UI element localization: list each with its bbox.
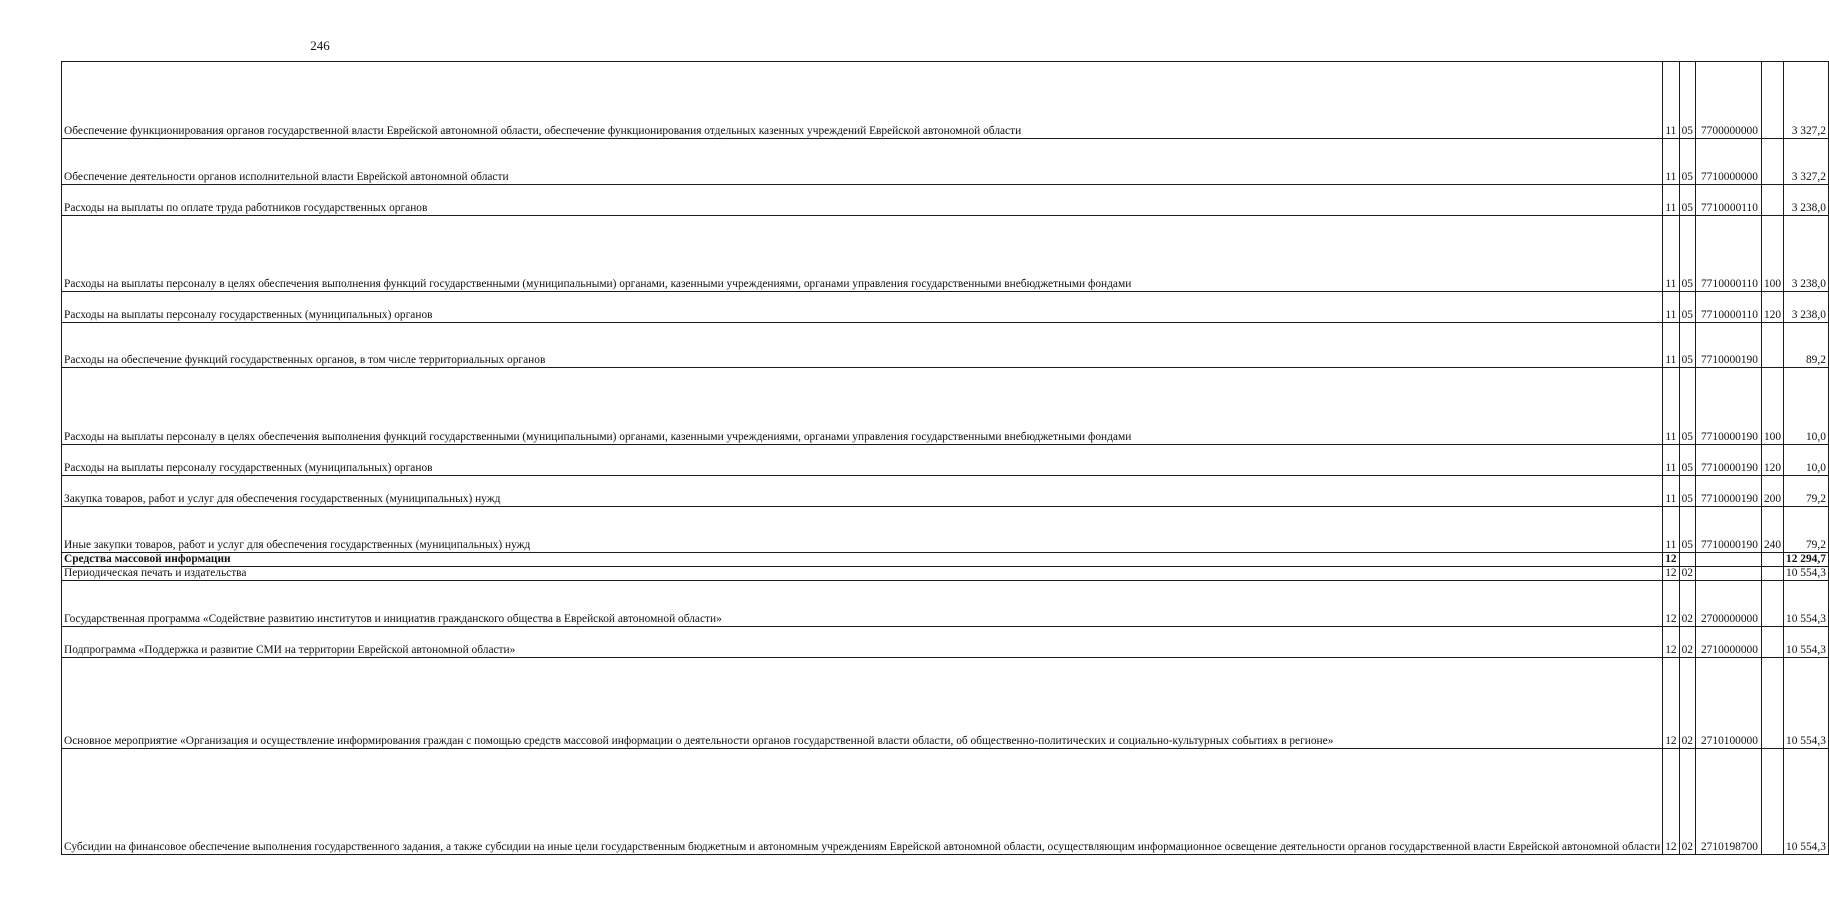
row-expense-type-code: [1761, 323, 1783, 368]
row-expense-type-code: 240: [1761, 507, 1783, 553]
row-section-code: 11: [1663, 292, 1679, 323]
target-article-part: 00190: [1729, 493, 1758, 506]
row-section-code: 11: [1663, 216, 1679, 292]
target-article-parts: [1698, 202, 1759, 215]
target-article-part: 27: [1700, 613, 1713, 626]
row-name-cell: Расходы на выплаты персоналу государственных (муниципальных) органов: [62, 445, 1663, 476]
budget-table-body: [62, 62, 1829, 855]
row-target-article-code: [1695, 567, 1761, 581]
target-article-part: 00: [1718, 354, 1730, 367]
target-article-part: 77: [1700, 171, 1713, 184]
target-article-part: 00000: [1729, 735, 1758, 748]
target-article-part: 00190: [1729, 462, 1758, 475]
target-article-part: 1: [1712, 841, 1719, 854]
target-article-part: 0: [1712, 125, 1719, 138]
row-amount: 10 554,3: [1784, 567, 1829, 581]
target-article-parts: [1698, 493, 1759, 506]
target-article-part: 00000: [1729, 613, 1758, 626]
target-article-parts: [1698, 539, 1759, 552]
row-subsection-code: 05: [1679, 507, 1695, 553]
table-row: [62, 627, 1829, 658]
row-target-article-code: [1695, 185, 1761, 216]
row-name-cell: Обеспечение деятельности органов исполнительной власти Еврейской автономной области: [62, 139, 1663, 185]
row-expense-type-code: [1761, 749, 1783, 855]
target-article-parts: [1698, 613, 1759, 626]
target-article-part: 00190: [1729, 431, 1758, 444]
row-name-cell: Подпрограмма «Поддержка и развитие СМИ на территории Еврейской автономной области»: [62, 627, 1663, 658]
row-section-code: 12: [1663, 567, 1679, 581]
row-amount: 3 327,2: [1784, 139, 1829, 185]
row-expense-type-code: [1761, 581, 1783, 627]
row-section-code: 12: [1663, 581, 1679, 627]
row-subsection-code: 05: [1679, 216, 1695, 292]
target-article-parts: [1698, 125, 1759, 138]
row-subsection-code: 02: [1679, 749, 1695, 855]
target-article-part: 77: [1700, 539, 1713, 552]
row-subsection-code: [1679, 553, 1695, 567]
row-amount: 10 554,3: [1784, 581, 1829, 627]
target-article-part: 77: [1700, 462, 1713, 475]
row-amount: 3 327,2: [1784, 62, 1829, 139]
row-section-code: 11: [1663, 185, 1679, 216]
table-row: [62, 139, 1829, 185]
row-section-code: 12: [1663, 749, 1679, 855]
target-article-part: 1: [1712, 539, 1719, 552]
target-article-part: 00: [1718, 462, 1730, 475]
row-target-article-code: [1695, 292, 1761, 323]
row-amount: 12 294,7: [1784, 553, 1829, 567]
row-expense-type-code: 120: [1761, 445, 1783, 476]
row-expense-type-code: 100: [1761, 368, 1783, 445]
row-subsection-code: 05: [1679, 476, 1695, 507]
table-row: [62, 476, 1829, 507]
target-article-part: 1: [1712, 171, 1719, 184]
target-article-part: 77: [1700, 354, 1713, 367]
row-amount: 10 554,3: [1784, 658, 1829, 749]
table-row: [62, 185, 1829, 216]
target-article-part: 00000: [1729, 171, 1758, 184]
target-article-parts: [1698, 171, 1759, 184]
table-row: [62, 445, 1829, 476]
target-article-part: 77: [1700, 202, 1713, 215]
row-section-code: 12: [1663, 553, 1679, 567]
table-row: [62, 507, 1829, 553]
target-article-part: 77: [1700, 278, 1713, 291]
budget-table: [61, 61, 1829, 855]
target-article-part: 77: [1700, 431, 1713, 444]
row-expense-type-code: [1761, 139, 1783, 185]
row-target-article-code: [1695, 627, 1761, 658]
row-name-cell: Основное мероприятие «Организация и осуществление информирования граждан с помощью средств массовой информации о деятельности органов государственной власти области, об общественно-политических и социально-культурных событиях в регионе»: [62, 658, 1663, 749]
row-expense-type-code: [1761, 62, 1783, 139]
target-article-part: 77: [1700, 309, 1713, 322]
row-target-article-code: [1695, 581, 1761, 627]
row-name-cell: Расходы на выплаты персоналу в целях обеспечения выполнения функций государственными (муниципальными) органами, казенными учреждениями, органами управления государственными внебюджетными фондами: [62, 368, 1663, 445]
row-target-article-code: [1695, 658, 1761, 749]
row-subsection-code: 05: [1679, 185, 1695, 216]
table-row: [62, 581, 1829, 627]
table-row: [62, 292, 1829, 323]
target-article-part: 00190: [1729, 539, 1758, 552]
row-section-code: 11: [1663, 476, 1679, 507]
target-article-parts: [1698, 735, 1759, 748]
row-expense-type-code: 100: [1761, 216, 1783, 292]
row-expense-type-code: [1761, 567, 1783, 581]
target-article-part: 1: [1712, 354, 1719, 367]
target-article-parts: [1698, 309, 1759, 322]
row-name-cell: Обеспечение функционирования органов государственной власти Еврейской автономной области, обеспечение функционирования отдельных казенных учреждений Еврейской автономной области: [62, 62, 1663, 139]
target-article-part: 00190: [1729, 354, 1758, 367]
target-article-part: 98700: [1729, 841, 1758, 854]
target-article-part: 00: [1718, 431, 1730, 444]
row-section-code: 11: [1663, 62, 1679, 139]
row-name-cell: Периодическая печать и издательства: [62, 567, 1663, 581]
row-amount: 10,0: [1784, 445, 1829, 476]
row-amount: 79,2: [1784, 476, 1829, 507]
table-row: [62, 567, 1829, 581]
row-amount: 79,2: [1784, 507, 1829, 553]
row-section-code: 12: [1663, 658, 1679, 749]
row-name-cell: Расходы на выплаты персоналу государственных (муниципальных) органов: [62, 292, 1663, 323]
target-article-part: 00000: [1729, 644, 1758, 657]
target-article-part: 1: [1712, 309, 1719, 322]
row-subsection-code: 05: [1679, 445, 1695, 476]
target-article-part: 01: [1718, 735, 1730, 748]
target-article-part: 1: [1712, 202, 1719, 215]
row-amount: 3 238,0: [1784, 292, 1829, 323]
table-row: [62, 323, 1829, 368]
row-expense-type-code: 200: [1761, 476, 1783, 507]
row-name-cell: Расходы на обеспечение функций государственных органов, в том числе территориальных органов: [62, 323, 1663, 368]
row-subsection-code: 02: [1679, 658, 1695, 749]
target-article-part: 77: [1700, 125, 1713, 138]
row-target-article-code: [1695, 749, 1761, 855]
row-expense-type-code: [1761, 627, 1783, 658]
row-target-article-code: [1695, 139, 1761, 185]
row-subsection-code: 05: [1679, 368, 1695, 445]
row-amount: 10 554,3: [1784, 749, 1829, 855]
target-article-part: 1: [1712, 644, 1719, 657]
target-article-part: 01: [1718, 841, 1730, 854]
table-row: [62, 368, 1829, 445]
row-name-cell: Средства массовой информации: [62, 553, 1663, 567]
page-number: 246: [310, 38, 330, 53]
target-article-parts: [1698, 278, 1759, 291]
row-expense-type-code: [1761, 658, 1783, 749]
target-article-part: 00: [1718, 309, 1730, 322]
row-section-code: 11: [1663, 323, 1679, 368]
target-article-part: 1: [1712, 278, 1719, 291]
table-row: [62, 216, 1829, 292]
row-subsection-code: 05: [1679, 292, 1695, 323]
row-name-cell: Расходы на выплаты персоналу в целях обеспечения выполнения функций государственными (муниципальными) органами, казенными учреждениями, органами управления государственными внебюджетными фондами: [62, 216, 1663, 292]
target-article-part: 77: [1700, 493, 1713, 506]
row-name-cell: Расходы на выплаты по оплате труда работников государственных органов: [62, 185, 1663, 216]
target-article-part: 27: [1700, 644, 1713, 657]
row-amount: 3 238,0: [1784, 185, 1829, 216]
table-row: [62, 553, 1829, 567]
row-subsection-code: 02: [1679, 581, 1695, 627]
row-subsection-code: 05: [1679, 139, 1695, 185]
target-article-parts: [1698, 431, 1759, 444]
row-target-article-code: [1695, 476, 1761, 507]
row-amount: 3 238,0: [1784, 216, 1829, 292]
row-amount: 10,0: [1784, 368, 1829, 445]
target-article-part: 00: [1718, 613, 1730, 626]
row-target-article-code: [1695, 62, 1761, 139]
target-article-part: 00110: [1729, 202, 1758, 215]
table-row: [62, 62, 1829, 139]
row-target-article-code: [1695, 368, 1761, 445]
target-article-part: 00000: [1729, 125, 1758, 138]
row-name-cell: Субсидии на финансовое обеспечение выполнения государственного задания, а также субсидии на иные цели государственным бюджетным и автономным учреждениям Еврейской автономной области, осуществляющим информационное освещение деятельности органов государственной власти Еврейской автономной области: [62, 749, 1663, 855]
target-article-part: 00110: [1729, 309, 1758, 322]
target-article-part: 27: [1700, 841, 1713, 854]
row-name-cell: Иные закупки товаров, работ и услуг для обеспечения государственных (муниципальных) нужд: [62, 507, 1663, 553]
row-target-article-code: [1695, 553, 1761, 567]
row-name-cell: Закупка товаров, работ и услуг для обеспечения государственных (муниципальных) нужд: [62, 476, 1663, 507]
target-article-part: 00110: [1729, 278, 1758, 291]
row-target-article-code: [1695, 216, 1761, 292]
target-article-parts: [1698, 462, 1759, 475]
row-section-code: 11: [1663, 507, 1679, 553]
row-name-cell: Государственная программа «Содействие развитию институтов и инициатив гражданского общества в Еврейской автономной области»: [62, 581, 1663, 627]
target-article-parts: [1698, 644, 1759, 657]
target-article-parts: [1698, 354, 1759, 367]
row-expense-type-code: [1761, 553, 1783, 567]
target-article-part: 1: [1712, 431, 1719, 444]
row-section-code: 11: [1663, 139, 1679, 185]
row-section-code: 11: [1663, 445, 1679, 476]
row-subsection-code: 05: [1679, 323, 1695, 368]
table-row: [62, 658, 1829, 749]
row-section-code: 12: [1663, 627, 1679, 658]
row-amount: 10 554,3: [1784, 627, 1829, 658]
target-article-parts: [1698, 841, 1759, 854]
row-section-code: 11: [1663, 368, 1679, 445]
target-article-part: 00: [1718, 278, 1730, 291]
row-subsection-code: 05: [1679, 62, 1695, 139]
target-article-part: 0: [1712, 613, 1719, 626]
target-article-part: 00: [1718, 171, 1730, 184]
row-expense-type-code: [1761, 185, 1783, 216]
target-article-part: 27: [1700, 735, 1713, 748]
target-article-part: 00: [1718, 125, 1730, 138]
row-target-article-code: [1695, 323, 1761, 368]
row-target-article-code: [1695, 507, 1761, 553]
row-expense-type-code: 120: [1761, 292, 1783, 323]
target-article-part: 1: [1712, 493, 1719, 506]
target-article-part: 1: [1712, 735, 1719, 748]
target-article-part: 00: [1718, 539, 1730, 552]
target-article-part: 00: [1718, 202, 1730, 215]
row-subsection-code: 02: [1679, 627, 1695, 658]
table-row: [62, 749, 1829, 855]
target-article-part: 00: [1718, 644, 1730, 657]
row-target-article-code: [1695, 445, 1761, 476]
row-subsection-code: 02: [1679, 567, 1695, 581]
target-article-part: 1: [1712, 462, 1719, 475]
target-article-part: 00: [1718, 493, 1730, 506]
row-amount: 89,2: [1784, 323, 1829, 368]
